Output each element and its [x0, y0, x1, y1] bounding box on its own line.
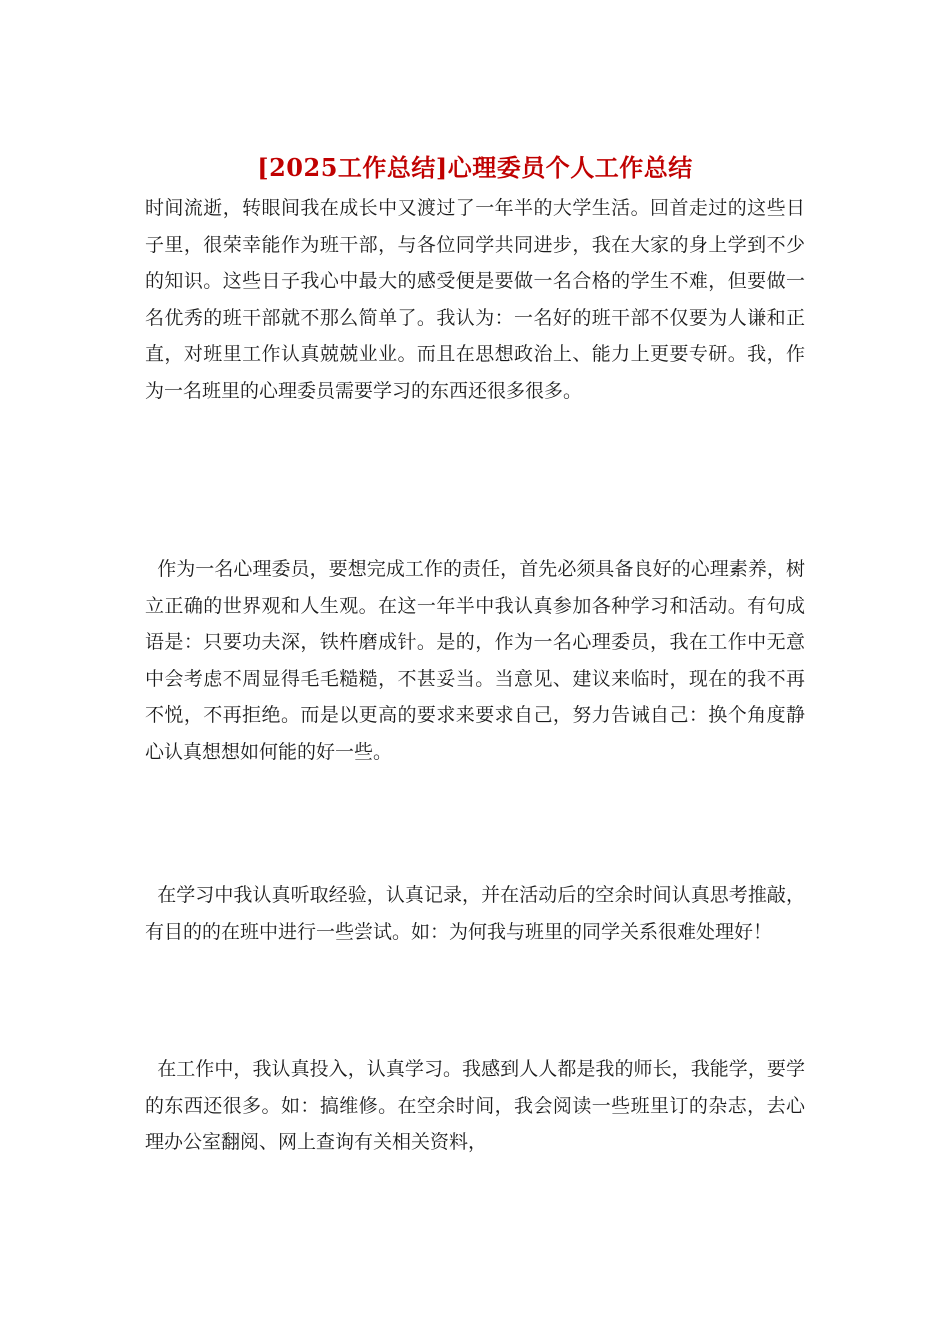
paragraph-3: 在学习中我认真听取经验，认真记录，并在活动后的空余时间认真思考推敲，有目的的在班中进行一些尝试。如：为何我与班里的同学关系很难处理好！ — [145, 884, 805, 943]
paragraph-2: 作为一名心理委员，要想完成工作的责任，首先必须具备良好的心理素养，树立正确的世界观和人生观。在这一年半中我认真参加各种学习和活动。有句成语是：只要功夫深，铁杵磨成针。是的，作为一名心理委员，我在工作中无意中会考虑不周显得毛毛糙糙，不甚妥当。当意见、建议来临时，现在的我不再不悦，不再拒绝。而是以更高的要求来要求自己，努力告诫自己：换个角度静心认真想想如何能的好一些。 — [145, 558, 805, 763]
document-title: [2025工作总结]心理委员个人工作总结 — [257, 153, 693, 182]
paragraph-4: 在工作中，我认真投入，认真学习。我感到人人都是我的师长，我能学，要学的东西还很多。如：搞维修。在空余时间，我会阅读一些班里订的杂志，去心理办公室翻阅、网上查询有关相关资料， — [145, 1058, 805, 1153]
paragraph-1: 时间流逝，转眼间我在成长中又渡过了一年半的大学生活。回首走过的这些日子里，很荣幸能作为班干部，与各位同学共同进步，我在大家的身上学到不少的知识。这些日子我心中最大的感受便是要做一名合格的学生不难，但要做一名优秀的班干部就不那么简单了。我认为：一名好的班干部不仅要为人谦和正直，对班里工作认真兢兢业业。而且在思想政治上、能力上更要专研。我，作为一名班里的心理委员需要学习的东西还很多很多。 — [145, 197, 805, 402]
